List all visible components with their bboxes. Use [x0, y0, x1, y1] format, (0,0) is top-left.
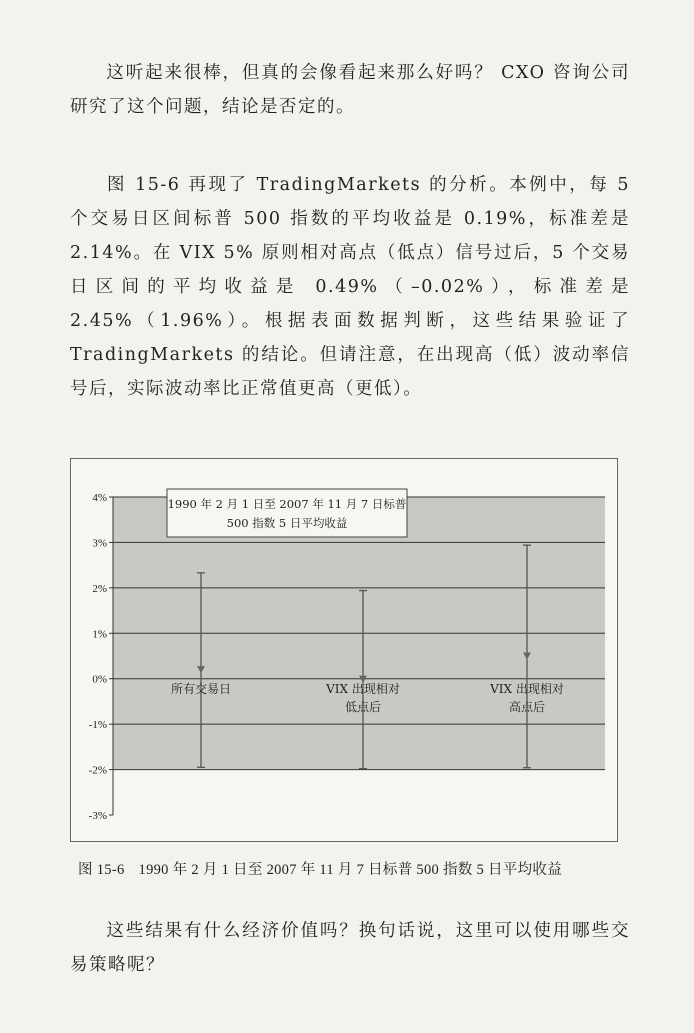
- paragraph-question-text: 这些结果有什么经济价值吗？换句话说，这里可以使用哪些交易策略呢？: [70, 921, 630, 975]
- paragraph-intro: [70, 56, 630, 124]
- returns-chart: [71, 459, 617, 841]
- paragraph-intro-text: 这听起来很棒，但真的会像看起来那么好吗？ CXO 咨询公司研究了这个问题，结论是否定的。: [70, 63, 630, 117]
- y-tick-label: 1%: [92, 628, 107, 641]
- category-label: VIX 出现相对: [326, 682, 400, 696]
- paragraph-question: [70, 914, 630, 982]
- category-label: 所有交易日: [170, 682, 232, 696]
- y-tick-label: 0%: [92, 673, 107, 686]
- y-tick-label: 2%: [92, 582, 107, 595]
- y-tick-label: -1%: [88, 719, 107, 732]
- figure-caption-text: 1990 年 2 月 1 日至 2007 年 11 月 7 日标普 500 指数 5 日平均收益: [138, 862, 563, 878]
- y-tick-label: 4%: [92, 492, 107, 504]
- chart-title: 1990 年 2 月 1 日至 2007 年 11 月 7 日标普: [167, 497, 407, 511]
- chart-title: 500 指数 5 日平均收益: [226, 516, 348, 530]
- category-label: VIX 出现相对: [490, 682, 564, 696]
- category-label: 高点后: [508, 700, 546, 714]
- paragraph-analysis-text: 图 15-6 再现了 TradingMarkets 的分析。本例中，每 5 个交易日区间标普 500 指数的平均收益是 0.19%，标准差是 2.14%。在 VIX 5% 原则相对高点（低点）信号过后，5 个交易日区间的平均收益是 0.49%（–0.02%），标准差是 2.45%（1.96%）。根据表面数据判断，这些结果验证了 TradingMarkets 的结论。但请注意，在出现高（低）波动率信号后，实际波动率比正常值更高（更低）。: [70, 175, 630, 399]
- y-tick-label: -3%: [88, 810, 107, 822]
- y-tick-label: 3%: [92, 537, 107, 550]
- category-label: 低点后: [344, 700, 382, 714]
- figure-number: 图 15-6: [78, 862, 125, 878]
- figure-caption: [78, 858, 618, 879]
- paragraph-analysis: [70, 168, 630, 406]
- figure-15-6: [70, 458, 618, 842]
- y-tick-label: -2%: [88, 764, 107, 777]
